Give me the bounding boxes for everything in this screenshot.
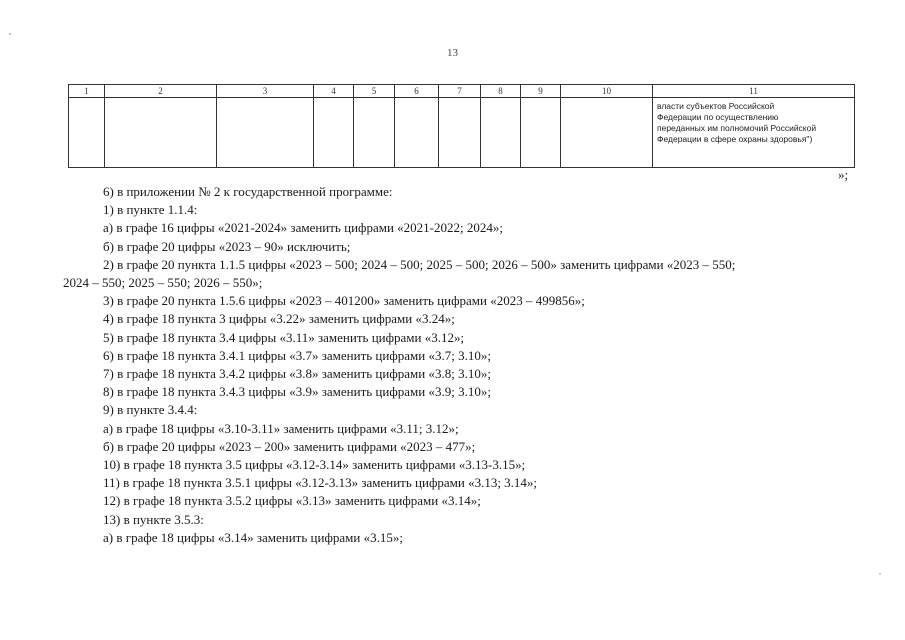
table-header-cell: 7: [439, 85, 481, 98]
table-header-cell: 3: [217, 85, 314, 98]
page-number: 13: [447, 47, 458, 59]
paragraph: 3) в графе 20 пункта 1.5.6 цифры «2023 – 401200» заменить цифрами «2023 – 499856»;: [103, 293, 585, 309]
paragraph: 4) в графе 18 пункта 3 цифры «3.22» заменить цифрами «3.24»;: [103, 311, 455, 327]
table-cell: [439, 98, 481, 168]
paragraph: 9) в пункте 3.4.4:: [103, 402, 198, 418]
scan-speck: [879, 573, 881, 575]
col11-line: Федерации в сфере охраны здоровья"): [657, 134, 813, 144]
paragraph: б) в графе 20 цифры «2023 – 200» заменить цифрами «2023 – 477»;: [103, 438, 476, 454]
table-cell: [481, 98, 521, 168]
paragraph: 2) в графе 20 пункта 1.1.5 цифры «2023 – 500; 2024 – 500; 2025 – 500; 2026 – 500» заменить цифрами «2023 – 550;: [103, 256, 736, 272]
table-header-cell: 9: [521, 85, 561, 98]
table-header-cell: 10: [561, 85, 653, 98]
table-cell: [217, 98, 314, 168]
table-cell: [69, 98, 105, 168]
paragraph: 11) в графе 18 пункта 3.5.1 цифры «3.12-3.13» заменить цифрами «3.13; 3.14»;: [103, 475, 538, 491]
table-row: [69, 98, 855, 168]
table-header-cell: 4: [314, 85, 354, 98]
table-cell: [354, 98, 395, 168]
paragraph: 10) в графе 18 пункта 3.5 цифры «3.12-3.14» заменить цифрами «3.13-3.15»;: [103, 457, 526, 473]
paragraph-continuation: 2024 – 550; 2025 – 550; 2026 – 550»;: [63, 275, 263, 291]
paragraph: 8) в графе 18 пункта 3.4.3 цифры «3.9» заменить цифрами «3.9; 3.10»;: [103, 384, 491, 400]
col11-line: Федерации по осуществлению: [657, 112, 779, 122]
paragraph: б) в графе 20 цифры «2023 – 90» исключить;: [103, 238, 351, 254]
table-header-cell: 8: [481, 85, 521, 98]
paragraph: 12) в графе 18 пункта 3.5.2 цифры «3.13» заменить цифрами «3.14»;: [103, 493, 481, 509]
col11-line: власти субъектов Российской: [657, 101, 775, 111]
table-cell-col11: [653, 98, 855, 168]
paragraph: 13) в пункте 3.5.3:: [103, 511, 204, 527]
table-cell: [105, 98, 217, 168]
table-cell: [395, 98, 439, 168]
table-header-cell: 1: [69, 85, 105, 98]
quote-closer: »;: [838, 167, 849, 182]
table-header-cell: 2: [105, 85, 217, 98]
paragraph: 6) в приложении № 2 к государственной программе:: [103, 184, 393, 199]
table-header-cell: 5: [354, 85, 395, 98]
table-header-cell: 6: [395, 85, 439, 98]
table-cell: [521, 98, 561, 168]
paragraph: а) в графе 18 цифры «3.10-3.11» заменить цифрами «3.11; 3.12»;: [103, 420, 459, 436]
paragraph: 5) в графе 18 пункта 3.4 цифры «3.11» заменить цифрами «3.12»;: [103, 329, 465, 345]
paragraph: а) в графе 16 цифры «2021-2024» заменить цифрами «2021-2022; 2024»;: [103, 220, 503, 236]
table-header-row: [69, 85, 855, 98]
table-cell: [314, 98, 354, 168]
table-header-cell: 11: [653, 85, 855, 98]
paragraph: 7) в графе 18 пункта 3.4.2 цифры «3.8» заменить цифрами «3.8; 3.10»;: [103, 366, 491, 382]
continuation-table: [68, 84, 855, 168]
table-cell: [561, 98, 653, 168]
scan-speck: [9, 33, 11, 35]
col11-line: переданных им полномочий Российской: [657, 123, 817, 133]
amendment-text: [63, 183, 858, 547]
paragraph: 6) в графе 18 пункта 3.4.1 цифры «3.7» заменить цифрами «3.7; 3.10»;: [103, 347, 491, 363]
paragraph: 1) в пункте 1.1.4:: [103, 202, 198, 218]
paragraph: а) в графе 18 цифры «3.14» заменить цифрами «3.15»;: [103, 529, 403, 545]
